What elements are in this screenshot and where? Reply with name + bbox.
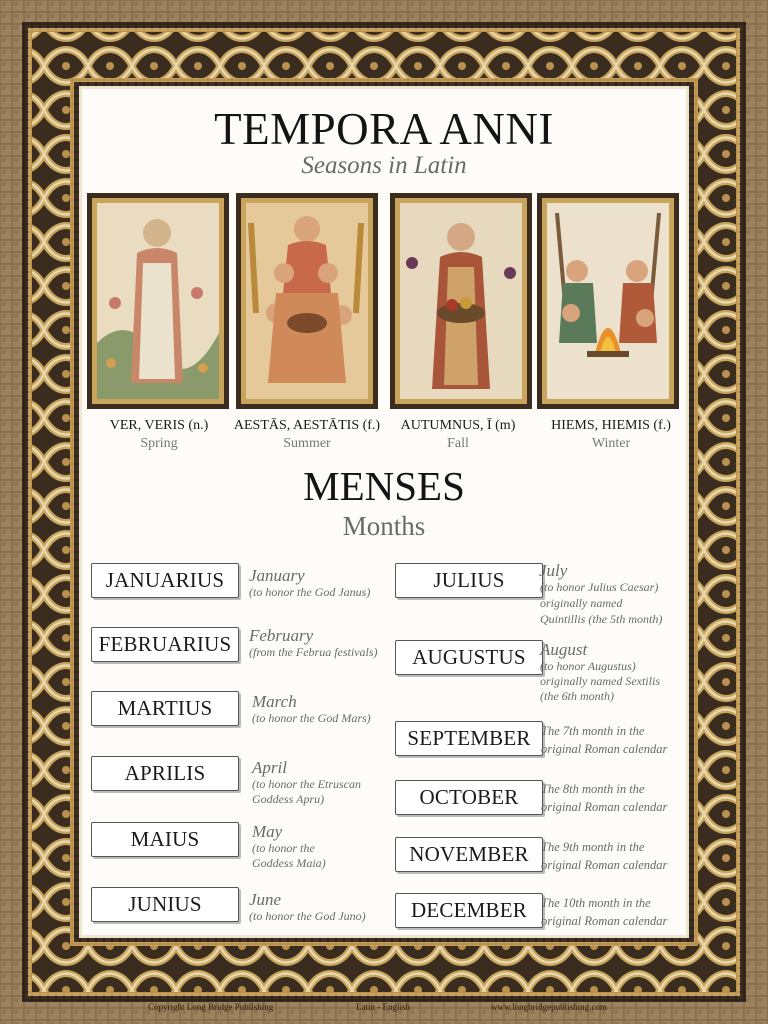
month-note-october-line1: The 8th month in the bbox=[541, 782, 645, 796]
season-english-autumn: Fall bbox=[447, 436, 469, 451]
month-note-september-line1: The 7th month in the bbox=[541, 724, 645, 738]
month-note-may-line1: (to honor the bbox=[252, 841, 315, 855]
season-latin-spring: VER, VERIS (n.) bbox=[109, 418, 209, 433]
page-subtitle: Seasons in Latin bbox=[301, 152, 467, 179]
month-english-april: April bbox=[252, 758, 287, 777]
month-note-december-line2: original Roman calendar bbox=[541, 914, 668, 928]
month-english-march: March bbox=[252, 692, 297, 711]
month-english-july: July bbox=[539, 561, 568, 580]
month-box-augustus: AUGUSTUS bbox=[395, 640, 543, 675]
month-english-may: May bbox=[252, 822, 283, 841]
month-note-august-line1: (to honor Augustus) bbox=[540, 659, 636, 673]
months-title: MENSES bbox=[303, 463, 465, 509]
season-english-spring: Spring bbox=[140, 436, 178, 451]
month-box-november: NOVEMBER bbox=[395, 837, 543, 872]
autumn-mosaic-icon bbox=[390, 193, 532, 409]
month-box-maius: MAIUS bbox=[91, 822, 239, 857]
month-english-february: February bbox=[249, 626, 314, 645]
month-box-junius: JUNIUS bbox=[91, 887, 239, 922]
month-note-march: (to honor the God Mars) bbox=[252, 711, 371, 725]
month-note-august-line3: (the 6th month) bbox=[540, 689, 614, 703]
month-box-februarius: FEBRUARIUS bbox=[91, 627, 239, 662]
month-note-november-line2: original Roman calendar bbox=[541, 858, 668, 872]
month-note-december-line1: The 10th month in the bbox=[541, 896, 651, 910]
month-english-june: June bbox=[249, 890, 282, 909]
month-note-may-line2: Goddess Maia) bbox=[252, 856, 326, 870]
winter-mosaic-icon bbox=[537, 193, 679, 409]
footer-website[interactable]: www.longbridgepublishing.com bbox=[491, 1002, 607, 1012]
month-box-julius: JULIUS bbox=[395, 563, 543, 598]
month-note-august-line2: originally named Sextilis bbox=[540, 674, 660, 688]
spring-mosaic-icon bbox=[87, 193, 229, 409]
month-note-october-line2: original Roman calendar bbox=[541, 800, 668, 814]
month-box-januarius: JANUARIUS bbox=[91, 563, 239, 598]
month-box-martius: MARTIUS bbox=[91, 691, 239, 726]
month-box-december: DECEMBER bbox=[395, 893, 543, 928]
summer-mosaic-icon bbox=[236, 193, 378, 409]
months-subtitle: Months bbox=[342, 511, 426, 541]
month-note-july-line2: originally named bbox=[540, 596, 623, 610]
month-note-november-line1: The 9th month in the bbox=[541, 840, 645, 854]
season-latin-autumn: AUTUMNUS, Ī (m) bbox=[400, 418, 516, 433]
season-latin-winter: HIEMS, HIEMIS (f.) bbox=[551, 418, 671, 433]
season-latin-summer: AESTĀS, AESTĀTIS (f.) bbox=[233, 418, 381, 433]
month-note-april-line1: (to honor the Etruscan bbox=[252, 777, 361, 791]
month-box-aprilis: APRILIS bbox=[91, 756, 239, 791]
season-english-winter: Winter bbox=[591, 436, 631, 451]
month-note-september-line2: original Roman calendar bbox=[541, 742, 668, 756]
month-box-september: SEPTEMBER bbox=[395, 721, 543, 756]
month-english-january: January bbox=[249, 566, 305, 585]
month-note-april-line2: Goddess Apru) bbox=[252, 792, 325, 806]
month-note-july-line3: Quintillis (the 5th month) bbox=[540, 612, 663, 626]
month-note-february: (from the Februa festivals) bbox=[249, 645, 378, 659]
footer-language: Latin - English bbox=[356, 1002, 410, 1012]
month-english-august: August bbox=[540, 640, 588, 659]
footer-copyright: Copyright Long Bridge Publishing bbox=[148, 1002, 274, 1012]
month-note-july-line1: (to honor Julius Caesar) bbox=[540, 580, 659, 594]
month-note-january: (to honor the God Janus) bbox=[249, 585, 371, 599]
page-title: TEMPORA ANNI bbox=[214, 104, 554, 154]
season-english-summer: Summer bbox=[283, 436, 331, 451]
month-note-june: (to honor the God Juno) bbox=[249, 909, 366, 923]
month-box-october: OCTOBER bbox=[395, 780, 543, 815]
